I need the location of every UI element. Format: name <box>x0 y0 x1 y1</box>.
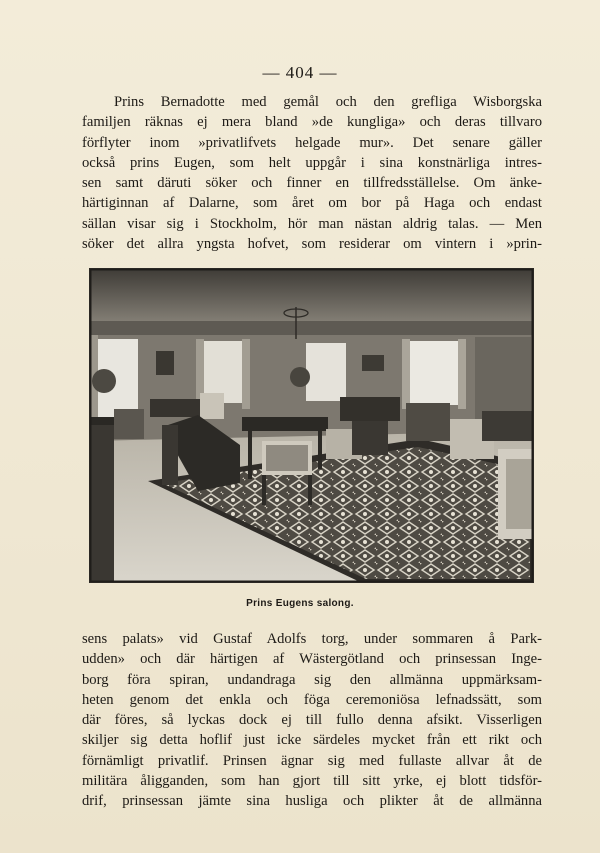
text-line: förnämligt privatlif. Prinsen ägnar sig med fullaste allvar åt de <box>82 752 542 769</box>
paragraph-bottom <box>82 629 542 812</box>
text-line: där föres, så lyckas dock ej till fullo denna afsikt. Visserligen <box>82 712 542 729</box>
figure-caption: Prins Eugens salong. <box>246 598 354 609</box>
paragraph-top <box>82 92 542 254</box>
text-line: militära åligganden, som han gjort till sitt yrke, ej blott tidsför- <box>82 773 542 790</box>
page-number: — 404 — <box>262 63 338 82</box>
text-line: heten genom det enkla och föga ceremoniösa lefnadssätt, som <box>82 691 542 708</box>
text-line: Prins Bernadotte med gemål och den grefliga Wisborgska <box>114 94 542 110</box>
text-line: förflyter inom »privatlifvets helgade mur». Det senare gäller <box>82 134 542 151</box>
salon-photograph <box>89 268 534 583</box>
text-line: skiljer sig detta hoflif just icke särdeles mycket från ett rikt och <box>82 732 542 749</box>
text-line: drif, prinsessan jämte sina husliga och plikter åt de allmänna <box>82 793 542 810</box>
text-line: också prins Eugen, som helt uppgår i sina konstnärliga intres- <box>82 154 542 171</box>
text-line: söker det allra yngsta hofvet, som residerar om vintern i »prin- <box>82 236 542 253</box>
text-line: sen samt däruti söker och finner en tillfredsställelse. Om änke- <box>82 175 542 192</box>
text-line: härtiginnan af Dalarne, som året om bor på Haga och endast <box>82 195 542 212</box>
text-line: sällan visar sig i Stockholm, hör man nästan aldrig talas. — Men <box>82 215 542 232</box>
text-line: borg föra spiran, undandraga sig den allmänna uppmärksam- <box>82 671 542 688</box>
text-line: sens palats» vid Gustaf Adolfs torg, under sommaren å Park- <box>82 631 542 647</box>
text-line: udden» och där härtigen af Wästergötland och prinsessan Inge- <box>82 651 542 668</box>
text-line: familjen räknas ej mera bland »de kungliga» och deras tillvaro <box>82 114 542 131</box>
